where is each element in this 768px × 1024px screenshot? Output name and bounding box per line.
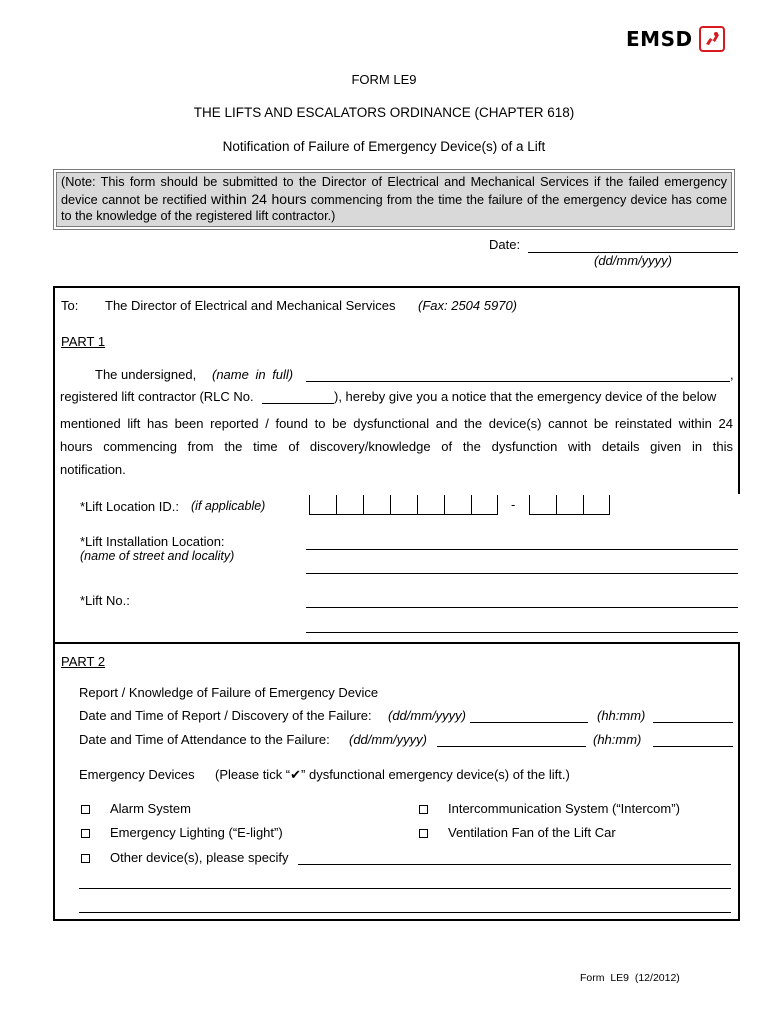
attendance-date-format: (dd/mm/yyyy) xyxy=(349,732,427,747)
part1-right-border xyxy=(738,286,740,494)
notice-line-3: mentioned lift has been reported / found to be dysfunctional and the device(s) cannot be reinstated within 24 xyxy=(60,416,733,431)
devices-instruction: (Please tick “✔” dysfunctional emergency device(s) of the lift.) xyxy=(215,767,570,782)
alarm-system-checkbox[interactable] xyxy=(81,805,90,814)
other-device-field-2[interactable] xyxy=(79,888,731,889)
note-box xyxy=(56,172,732,227)
part1-heading: PART 1 xyxy=(61,334,106,349)
to-label: To: xyxy=(61,298,79,313)
note-text-2: commencing from the time the failure of the emergency device has come to the knowledge of the registered lift contractor.) xyxy=(61,192,727,223)
date-label: Date: xyxy=(489,237,521,252)
e-light-checkbox[interactable] xyxy=(81,829,90,838)
devices-label: Emergency Devices xyxy=(79,767,195,782)
attendance-date-field[interactable] xyxy=(437,746,586,747)
installation-label: *Lift Installation Location: xyxy=(80,534,225,549)
location-id-hint: (if applicable) xyxy=(191,499,266,513)
e-light-label: Emergency Lighting (“E-light”) xyxy=(110,825,283,840)
date-format-hint: (dd/mm/yyyy) xyxy=(594,253,672,268)
other-device-field-3[interactable] xyxy=(79,912,731,913)
location-id-dash: - xyxy=(511,497,516,512)
lift-no-field-2[interactable] xyxy=(306,632,738,633)
ventilation-fan-checkbox[interactable] xyxy=(419,829,428,838)
rlc-text: registered lift contractor (RLC No. xyxy=(60,389,254,404)
other-device-field-1[interactable] xyxy=(298,864,731,865)
installation-hint: (name of street and locality) xyxy=(80,549,235,563)
name-field[interactable] xyxy=(306,381,730,382)
name-in-full-hint: (name in full) xyxy=(212,367,294,382)
undersigned-text: The undersigned, xyxy=(95,367,197,382)
addressee-name: The Director of Electrical and Mechanical Services xyxy=(105,298,396,313)
lift-no-label: *Lift No.: xyxy=(80,593,130,608)
logo-text: EMSD xyxy=(626,27,693,51)
report-time-format: (hh:mm) xyxy=(597,708,646,723)
attendance-time-field[interactable] xyxy=(653,746,733,747)
attendance-time-format: (hh:mm) xyxy=(593,732,642,747)
note-emphasis: within 24 hours xyxy=(211,190,307,207)
rlc-number-field[interactable] xyxy=(262,403,334,404)
emsd-logo-icon xyxy=(699,26,725,52)
installation-field-1[interactable] xyxy=(306,549,738,550)
notice-line-4: hours commencing from the time of discovery/knowledge of the dysfunction with details given in this xyxy=(60,439,733,454)
alarm-system-label: Alarm System xyxy=(110,801,191,816)
notice-line-5: notification. xyxy=(60,462,126,477)
lift-no-field-1[interactable] xyxy=(306,607,738,608)
intercom-checkbox[interactable] xyxy=(419,805,428,814)
location-id-label: *Lift Location ID.: xyxy=(80,499,179,514)
notice-text: ), hereby give you a notice that the emergency device of the below xyxy=(334,389,717,404)
report-heading: Report / Knowledge of Failure of Emergency Device xyxy=(79,685,379,700)
name-comma: , xyxy=(730,367,734,382)
form-reference: Form LE9 (12/2012) xyxy=(580,972,680,984)
location-id-boxes-1[interactable] xyxy=(309,495,498,515)
report-date-label: Date and Time of Report / Discovery of the Failure: xyxy=(79,708,372,723)
ordinance-title: THE LIFTS AND ESCALATORS ORDINANCE (CHAPTER 618) xyxy=(193,105,575,120)
part2-heading: PART 2 xyxy=(61,654,106,669)
report-date-format: (dd/mm/yyyy) xyxy=(388,708,466,723)
page-title: Notification of Failure of Emergency Device(s) of a Lift xyxy=(222,139,546,154)
report-time-field[interactable] xyxy=(653,722,733,723)
location-id-boxes-2[interactable] xyxy=(529,495,610,515)
other-device-label: Other device(s), please specify xyxy=(110,850,289,865)
form-number: FORM LE9 xyxy=(351,72,417,87)
intercom-label: Intercommunication System (“Intercom”) xyxy=(448,801,680,816)
note-text-1: (Note: This form should be submitted to the Director of Electrical and Mechanical Services if the failed emergency device cannot be rectified xyxy=(61,175,727,207)
installation-field-2[interactable] xyxy=(306,573,738,574)
attendance-date-label: Date and Time of Attendance to the Failure: xyxy=(79,732,330,747)
other-device-checkbox[interactable] xyxy=(81,854,90,863)
emsd-logo xyxy=(626,26,725,52)
report-date-field[interactable] xyxy=(470,722,588,723)
ventilation-fan-label: Ventilation Fan of the Lift Car xyxy=(448,825,616,840)
fax-number: (Fax: 2504 5970) xyxy=(418,298,518,313)
